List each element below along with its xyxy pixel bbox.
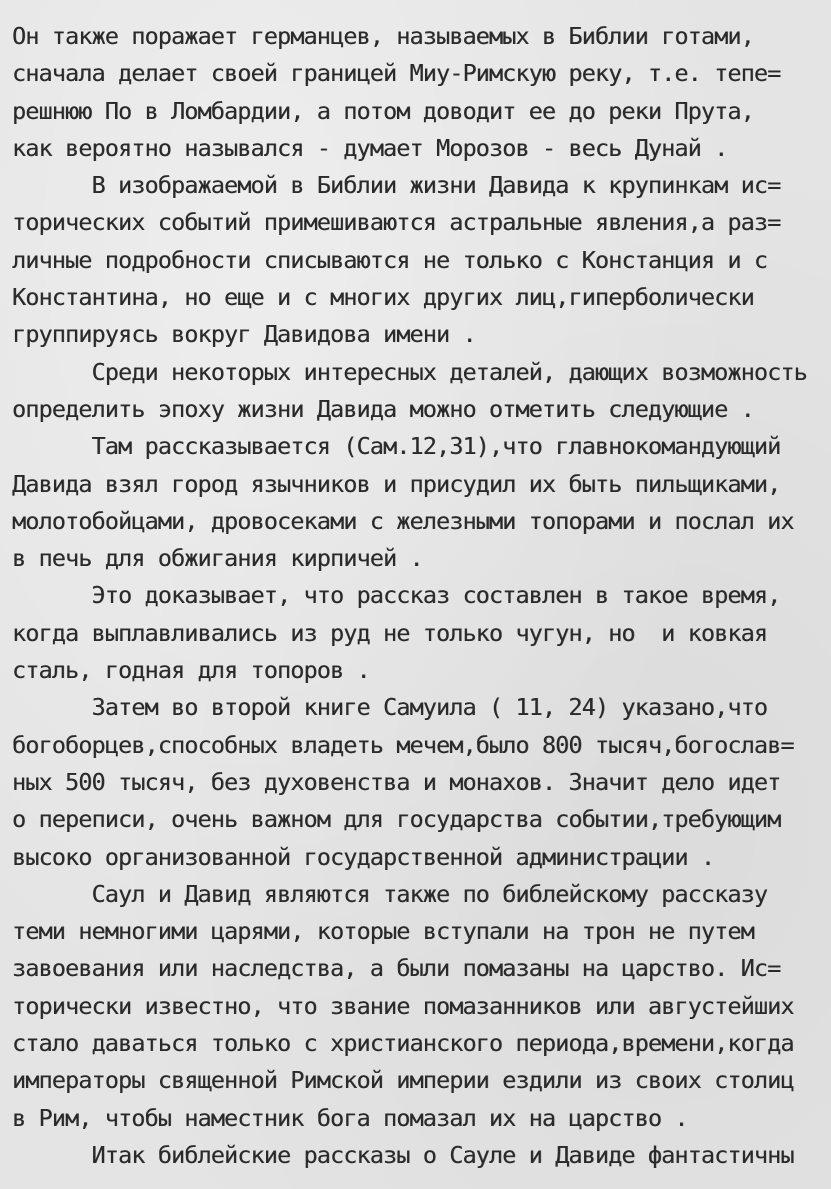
text-line: сначала делает своей границей Миу-Римскую реку, т.е. тепе=: [12, 59, 781, 88]
text-line: в Рим, чтобы наместник бога помазал их на царство .: [12, 1103, 688, 1132]
text-line: теми немногими царями, которые вступали на трон не путем: [12, 917, 754, 946]
text-line: торически известно, что звание помазанников или августейших: [12, 991, 794, 1020]
page-body-text: [12, 18, 827, 1174]
text-line: личные подробности списываются не только с Констанция и с: [12, 245, 768, 274]
text-line: богоборцев,способных владеть мечем,было 800 тысяч,богослав=: [12, 730, 794, 759]
text-line: стало даваться только с христианского периода,времени,когда: [12, 1029, 794, 1058]
text-line: Итак библейские рассказы о Сауле и Давиде фантастичны: [12, 1140, 794, 1169]
text-line: Это доказывает, что рассказ составлен в такое время,: [12, 581, 781, 610]
text-line: высоко организованной государственной администрации .: [12, 842, 715, 871]
text-line: Затем во второй книге Самуила ( 11, 24) указано,что: [12, 693, 768, 722]
text-line: как вероятно назывался - думает Морозов - весь Дунай .: [12, 133, 728, 162]
text-line: Среди некоторых интересных деталей, дающих возможность: [12, 357, 807, 386]
text-line: сталь, годная для топоров .: [12, 656, 370, 685]
text-line: молотобойцами, дровосеками с железными топорами и послал их: [12, 506, 794, 535]
text-line: императоры священной Римской империи ездили из своих столиц: [12, 1066, 794, 1095]
text-line: Он также поражает германцев, называемых в Библии готами,: [12, 22, 754, 50]
text-line: определить эпоху жизни Давида можно отметить следующие .: [12, 394, 754, 423]
text-line: когда выплавливались из руд не только чугун, но и ковкая: [12, 618, 768, 647]
text-line: завоевания или наследства, а были помазаны на царство. Ис=: [12, 954, 781, 983]
text-line: торических событий примешиваются астральные явления,а раз=: [12, 208, 781, 237]
text-line: в печь для обжигания кирпичей .: [12, 544, 423, 573]
text-line: ных 500 тысяч, без духовенства и монахов. Значит дело идет: [12, 767, 781, 796]
text-line: В изображаемой в Библии жизни Давида к крупинкам ис=: [12, 171, 781, 200]
text-line: Константина, но еще и с многих других лиц,гиперболически: [12, 283, 754, 312]
text-line: Давида взял город язычников и присудил их быть пильщиками,: [12, 469, 781, 498]
text-line: о переписи, очень важном для государства событии,требующим: [12, 805, 781, 834]
text-line: Там рассказывается (Сам.12,31),что главнокомандующий: [12, 432, 781, 461]
text-line: решнюю По в Ломбардии, а потом доводит ее до реки Прута,: [12, 96, 754, 125]
text-line: Саул и Давид являются также по библейскому рассказу: [12, 879, 768, 908]
text-line: группируясь вокруг Давидова имени .: [12, 320, 476, 349]
